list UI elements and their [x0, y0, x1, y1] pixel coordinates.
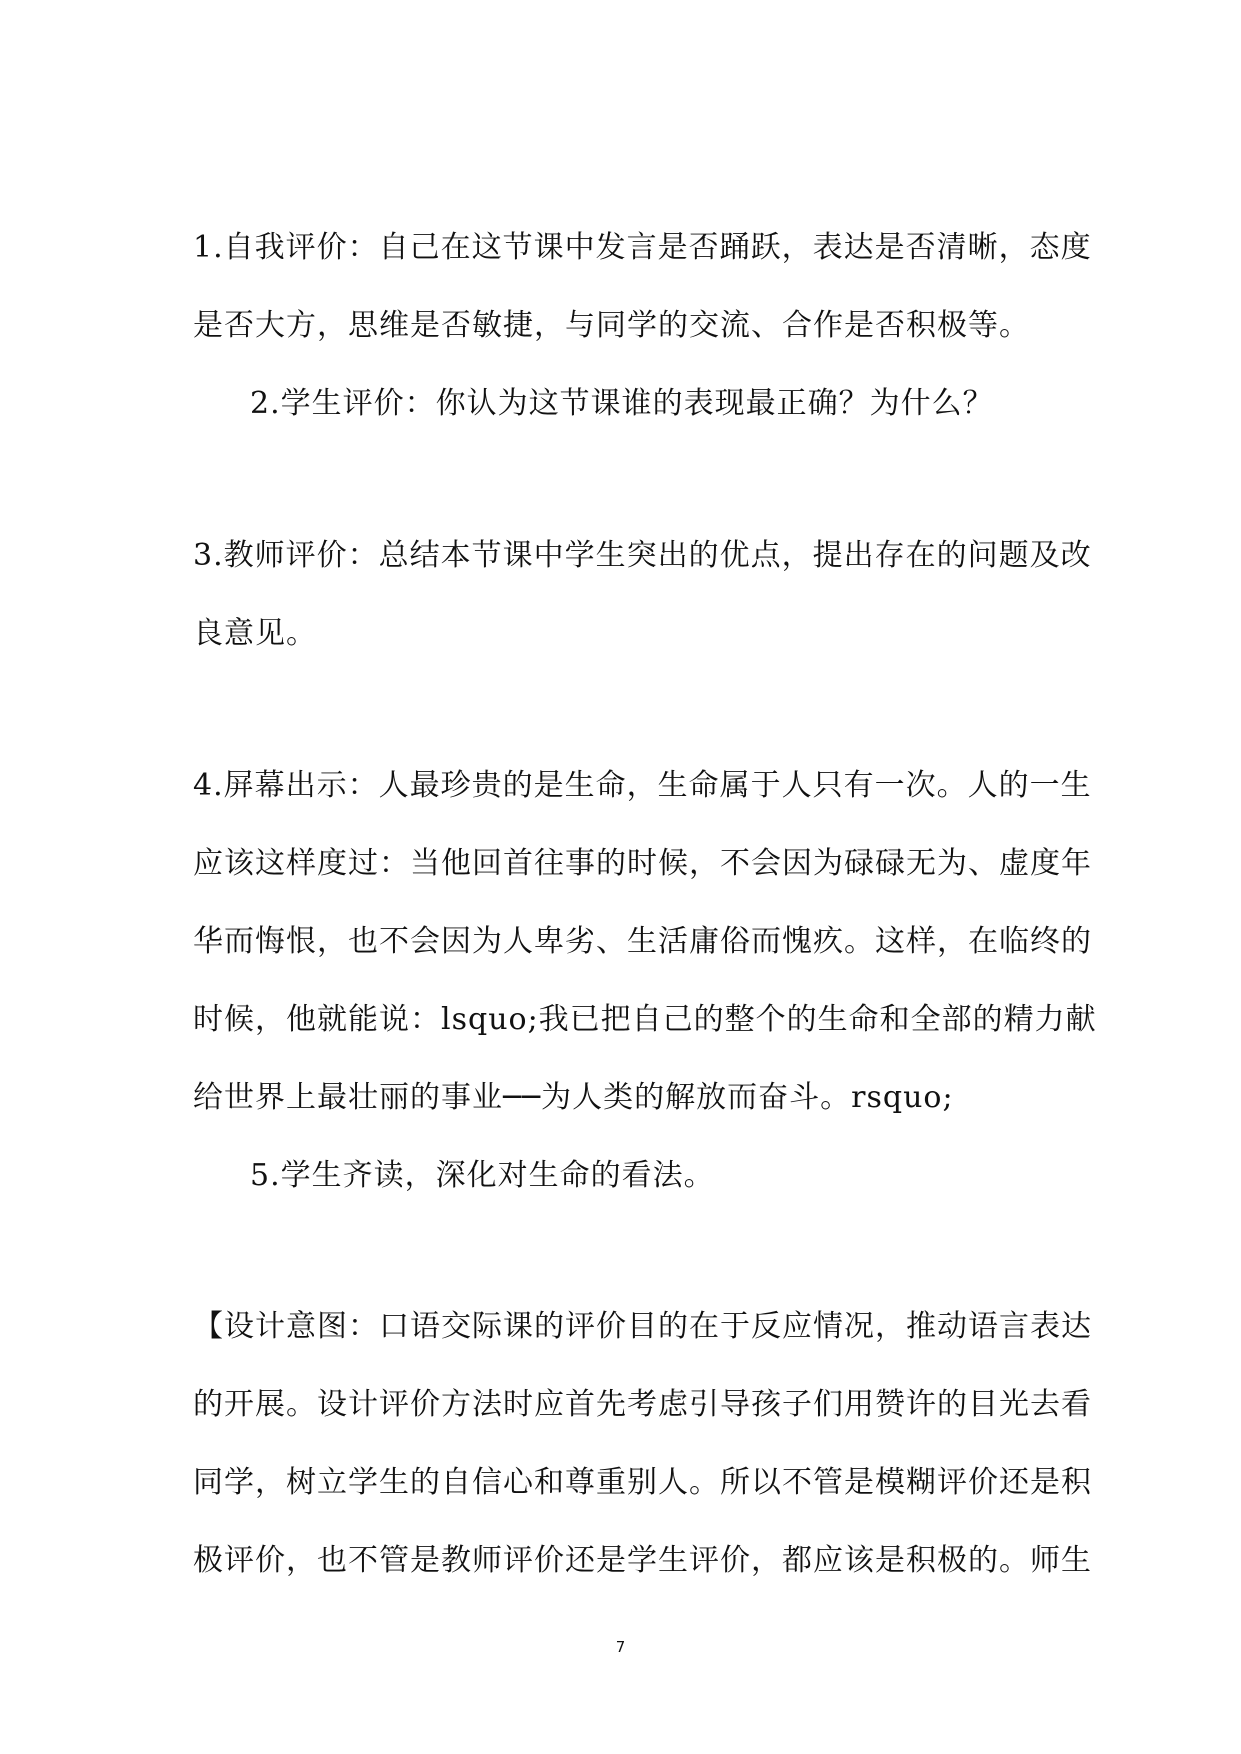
text-line-3: 2.学生评价：你认为这节课谁的表现最正确？为什么？ — [250, 386, 994, 421]
page-number: 7 — [615, 1638, 626, 1656]
text-line-14: 同学，树立学生的自信心和尊重别人。所以不管是模糊评价还是积 — [193, 1465, 1092, 1500]
text-line-4: 3.教师评价：总结本节课中学生突出的优点，提出存在的问题及改 — [193, 538, 1092, 573]
text-line-2: 是否大方，思维是否敏捷，与同学的交流、合作是否积极等。 — [193, 308, 1030, 343]
text-line-7: 应该这样度过：当他回首往事的时候，不会因为碌碌无为、虚度年 — [193, 846, 1092, 881]
text-line-1: 1.自我评价：自己在这节课中发言是否踊跃，表达是否清晰，态度 — [193, 230, 1092, 265]
text-line-12: 【设计意图：口语交际课的评价目的在于反应情况，推动语言表达 — [193, 1309, 1092, 1344]
text-line-13: 的开展。设计评价方法时应首先考虑引导孩子们用赞许的目光去看 — [193, 1387, 1092, 1422]
text-line-8: 华而悔恨，也不会因为人卑劣、生活庸俗而愧疚。这样，在临终的 — [193, 924, 1092, 959]
text-line-6: 4.屏幕出示：人最珍贵的是生命，生命属于人只有一次。人的一生 — [193, 768, 1092, 803]
text-line-11: 5.学生齐读，深化对生命的看法。 — [250, 1158, 715, 1193]
text-line-10: 给世界上最壮丽的事业──为人类的解放而奋斗。rsquo; — [193, 1080, 954, 1115]
text-line-15: 极评价，也不管是教师评价还是学生评价，都应该是积极的。师生 — [193, 1543, 1092, 1578]
text-line-5: 良意见。 — [193, 616, 317, 651]
text-line-9: 时候，他就能说：lsquo;我已把自己的整个的生命和全部的精力献 — [193, 1002, 1097, 1037]
